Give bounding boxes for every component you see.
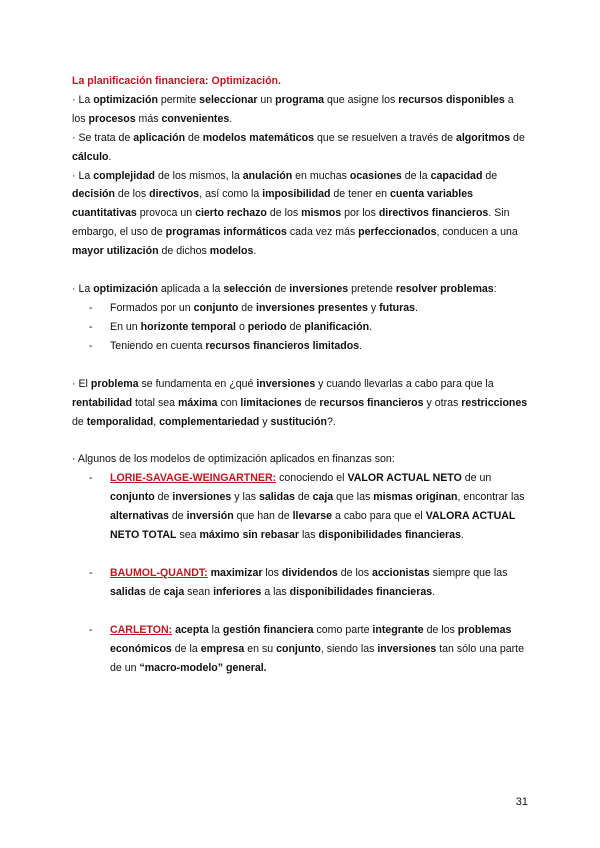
bold-term: integrante [372,623,424,636]
text-run: de [72,415,87,428]
text-run: En un [110,320,141,333]
bold-term: inversiones [289,283,349,296]
text-run: pretende [348,283,396,296]
bold-term: horizonte temporal [140,320,236,333]
bold-term: cálculo [72,150,109,163]
bold-term: recursos financieros [319,396,424,409]
bold-term: procesos [88,112,136,125]
text-run: o [236,320,248,333]
bold-term: “macro-modelo” general. [139,661,267,674]
bold-term: aplicación [133,131,186,144]
bold-term: salidas [110,585,146,598]
bold-term: accionistas [371,566,430,579]
bold-term: inversiones [256,377,316,390]
text-run: por los [341,207,379,220]
text-run: de los [337,566,372,579]
bold-term: conjunto [193,301,239,314]
text-run: de los [114,188,150,201]
bold-term: convenientes [161,112,230,125]
text-run: , así como la [199,188,263,201]
text-run: de [301,396,320,409]
bold-term: complejidad [93,169,156,182]
bold-term: temporalidad [86,415,154,428]
bold-term: caja [312,491,334,504]
dash-marker: - [89,472,93,485]
text-run: · La [72,93,94,106]
bold-term: VALOR ACTUAL NETO [347,472,462,485]
text-run: : [493,283,497,296]
text-run: de [168,510,187,523]
text-run: Formados por un [110,301,194,314]
bold-term: planificación [304,320,370,333]
bold-term: conjunto [110,491,155,504]
model-item-baumol [72,564,528,602]
text-run: y [259,415,271,428]
bold-term: máximo sin rebasar [199,529,299,542]
text-run: de [510,131,525,144]
bold-term: directivos [149,188,200,201]
text-run: de los [423,623,458,636]
text-run: a los [72,93,514,125]
text-run: aplicada a la [157,283,224,296]
model-name-link: BAUMOL-QUANDT: [110,566,208,579]
dash-marker: - [89,301,93,314]
text-run: de [271,283,290,296]
text-run: de [294,491,313,504]
text-run: · El [72,377,91,390]
bold-term: resolver problemas [395,283,494,296]
text-run: ?. [326,415,336,428]
text-run: más [135,112,162,125]
list-item-text [110,321,372,333]
text-run: los [262,566,282,579]
model-text [110,567,507,598]
model-name-link: LORIE-SAVAGE-WEINGARTNER: [110,472,277,485]
bold-term: acepta [175,623,209,636]
text-run: , [153,415,160,428]
text-run: como parte [313,623,373,636]
bold-term: anulación [242,169,293,182]
bold-term: inferiores [213,585,262,598]
paragraph-problem [72,375,528,432]
text-run: de [482,169,498,182]
text-run: permite [157,93,200,106]
text-run: . [108,150,112,163]
bold-term: inversiones [172,491,232,504]
paragraph-models-intro [72,450,528,469]
bold-term: periodo [247,320,287,333]
text-run: de los mismos, la [155,169,243,182]
bold-term: sustitución [270,415,327,428]
text-run: . [415,301,418,314]
text-run: siempre que las [429,566,508,579]
bold-term: perfeccionados [358,226,437,239]
bold-term: mismas originan [373,491,458,504]
text-run: con [217,396,241,409]
text-run: en su [244,642,277,655]
text-run: · La [72,283,94,296]
bold-term: seleccionar [199,93,258,106]
text-run: las [299,529,319,542]
bold-term: capacidad [430,169,483,182]
text-run: de los [266,207,302,220]
bold-term: disponibilidades financieras [318,529,461,542]
paragraph-mathematical-models [72,129,528,167]
bold-term: maximizar [210,566,263,579]
text-run: de un [461,472,492,485]
text-run: que las [333,491,374,504]
text-run: sea [176,529,200,542]
text-run: a cabo para que el [332,510,426,523]
bold-term: limitaciones [240,396,302,409]
bold-term: programa [275,93,325,106]
list-item [72,299,528,318]
text-run: . [460,529,464,542]
text-run: de dichos [158,245,210,258]
text-run: de la [401,169,431,182]
text-run: a las [261,585,290,598]
bold-term: máxima [177,396,218,409]
bold-term: recursos disponibles [398,93,505,106]
bold-term: selección [223,283,272,296]
text-run: Teniendo en cuenta [110,339,206,352]
dash-marker: - [89,566,93,579]
text-run: de [154,491,173,504]
model-text [110,472,525,541]
text-run: · La [72,169,94,182]
bold-term: recursos financieros limitados [205,339,360,352]
text-run: . [229,112,233,125]
text-run: . [432,585,436,598]
list-item [72,318,528,337]
model-text [110,624,524,674]
text-run: tan sólo una parte de un [110,642,525,674]
text-run: la [208,623,223,636]
bold-term: restricciones [461,396,528,409]
text-run: de [145,585,164,598]
bold-term: imposibilidad [262,188,331,201]
text-run: y [367,301,380,314]
bold-term: directivos financieros [378,207,489,220]
text-run: · Algunos de los modelos de optimización aplicados en finanzas son: [72,453,395,466]
bold-term: inversiones [377,642,437,655]
dash-marker: - [89,320,93,333]
bold-term: cierto rechazo [195,207,267,220]
bold-term: alternativas [110,510,169,523]
list-item-text [110,340,362,352]
bold-term: salidas [258,491,295,504]
text-run: que asigne los [324,93,399,106]
bold-term: algoritmos [455,131,511,144]
bold-term: gestión financiera [222,623,314,636]
text-run: de [238,301,257,314]
text-run: . [369,320,373,333]
list-item-text [110,302,418,314]
text-run: provoca un [136,207,196,220]
bold-term: modelos [209,245,254,258]
bold-term: decisión [72,188,115,201]
bold-term: inversión [186,510,234,523]
bold-term: optimización [93,93,158,106]
bold-term: problema [90,377,139,390]
text-run: conociendo el [276,472,348,485]
model-item-carleton [72,621,528,678]
section-title: La planificación financiera: Optimización. [72,75,281,87]
text-run: . Sin embargo, el uso de [72,207,510,239]
text-run: , encontrar las [457,491,525,504]
text-run: de [185,131,203,144]
bold-term: conjunto [276,642,321,655]
text-run: que se resuelven a través de [314,131,456,144]
text-run: sean [184,585,214,598]
bold-term: disponibilidades financieras [289,585,433,598]
text-run: , conducen a una [436,226,518,239]
bold-term: problemas económicos [110,623,512,655]
model-name-link: CARLETON: [110,623,173,636]
text-run: y las [231,491,259,504]
paragraph-investment-selection [72,280,528,299]
text-run: un [257,93,276,106]
page-content [72,72,528,677]
text-run: · Se trata de [72,131,134,144]
dash-marker: - [89,339,93,352]
dash-marker: - [89,623,93,636]
text-run: , siendo las [320,642,378,655]
text-run: y cuando llevarlas a cabo para que la [315,377,494,390]
text-run: y otras [423,396,462,409]
text-run: se fundamenta en ¿qué [138,377,257,390]
list-item [72,337,528,356]
text-run: cada vez más [286,226,359,239]
text-run: de tener en [330,188,390,201]
text-run: . [253,245,257,258]
text-run: total sea [132,396,178,409]
bold-term: programas informáticos [165,226,287,239]
bold-term: rentabilidad [72,396,133,409]
text-run: en muchas [292,169,350,182]
model-item-lorie [72,469,528,545]
bold-term: cuenta variables cuantitativas [72,188,473,220]
bold-term: modelos matemáticos [202,131,315,144]
page-number: 31 [515,796,528,808]
text-run: de [286,320,305,333]
paragraph-complexity [72,167,528,262]
text-run: . [359,339,363,352]
text-run: de la [171,642,201,655]
bold-term: VALORA ACTUAL NETO TOTAL [110,510,516,542]
bold-term: empresa [200,642,245,655]
bold-term: complementariedad [159,415,260,428]
bold-term: llevarse [292,510,333,523]
bold-term: ocasiones [349,169,402,182]
bold-term: optimización [93,283,158,296]
bold-term: mismos [301,207,342,220]
text-run: que han de [233,510,293,523]
bold-term: mayor utilización [72,245,159,258]
bold-term: futuras [379,301,415,314]
bold-term: caja [163,585,185,598]
bold-term: inversiones presentes [256,301,368,314]
paragraph-optimization [72,91,528,129]
bold-term: dividendos [281,566,338,579]
